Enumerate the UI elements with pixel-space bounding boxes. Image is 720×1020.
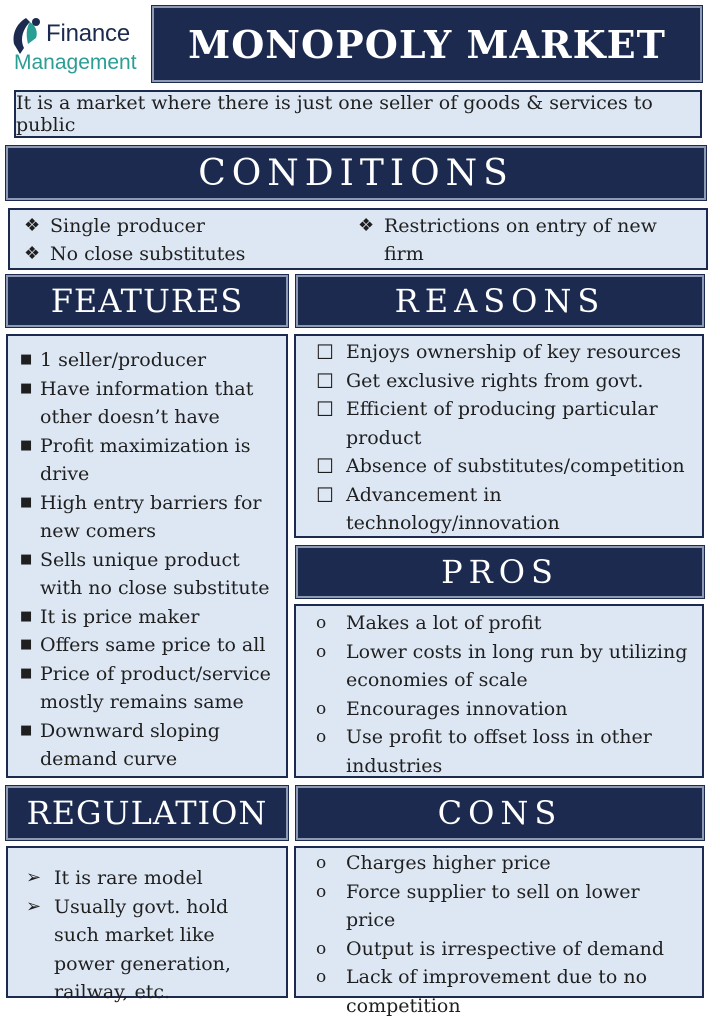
- list-item: [20, 603, 278, 632]
- list-item: [316, 935, 694, 964]
- pros-heading: PROS: [296, 546, 704, 598]
- list-item: [20, 375, 278, 432]
- list-item-text: No close substitutes: [50, 243, 246, 265]
- bullet-icon: ■: [20, 665, 33, 681]
- logo-management-text: Management: [14, 51, 137, 74]
- list-item: [20, 240, 340, 268]
- list-item: [316, 481, 694, 538]
- list-item-text: Advancement in technology/innovation: [346, 483, 560, 534]
- list-item: [316, 609, 694, 638]
- list-item-text: Profit maximization is drive: [40, 434, 251, 485]
- bullet-icon: o: [316, 698, 327, 719]
- list-item-text: Lower costs in long run by utilizing economies of scale: [346, 640, 688, 691]
- list-item-text: Output is irrespective of demand: [346, 937, 665, 960]
- list-item-text: 1 seller/producer: [40, 349, 207, 371]
- logo: [4, 6, 146, 80]
- features-box: [6, 334, 288, 778]
- list-item: [20, 717, 278, 774]
- conditions-right-list: [354, 212, 694, 268]
- logo-finance-text: Finance: [46, 20, 130, 47]
- list-item-text: Single producer: [50, 215, 205, 237]
- list-item: [20, 212, 340, 240]
- cons-box: [294, 846, 704, 1017]
- list-item: [20, 346, 278, 375]
- reasons-heading: REASONS: [296, 275, 704, 327]
- list-item: [20, 432, 278, 489]
- list-item: [26, 864, 278, 893]
- bullet-icon: ☐: [316, 454, 334, 478]
- bullet-icon: ➢: [26, 867, 42, 888]
- conditions-heading: CONDITIONS: [6, 146, 706, 200]
- bullet-icon: ☐: [316, 340, 334, 364]
- regulation-heading: REGULATION: [6, 786, 288, 840]
- bullet-icon: ☐: [316, 397, 334, 421]
- features-list: [8, 336, 286, 774]
- list-item: [316, 695, 694, 724]
- bullet-icon: ❖: [24, 243, 41, 264]
- list-item-text: Sells unique product with no close substitute: [40, 548, 270, 599]
- bullet-icon: o: [316, 613, 327, 633]
- bullet-icon: ➢: [26, 895, 42, 917]
- bullet-icon: ☐: [316, 368, 334, 393]
- list-item: [316, 338, 694, 367]
- list-item-text: High entry barriers for new comers: [40, 491, 262, 542]
- list-item-text: Restrictions on entry of new firm: [384, 215, 657, 265]
- bullet-icon: ■: [20, 722, 33, 738]
- bullet-icon: o: [316, 881, 327, 902]
- page-title: MONOPOLY MARKET: [152, 6, 702, 82]
- list-item: [316, 849, 694, 878]
- reasons-box: [294, 334, 704, 538]
- bullet-icon: ■: [20, 608, 33, 624]
- list-item-text: Get exclusive rights from govt.: [346, 369, 644, 392]
- list-item: [26, 893, 278, 1007]
- list-item: [316, 723, 694, 780]
- pros-list: [296, 606, 702, 780]
- cons-list: [296, 848, 702, 1020]
- list-item: [316, 367, 694, 396]
- bullet-icon: ■: [20, 352, 33, 367]
- conditions-right-column: [354, 212, 694, 268]
- bullet-icon: ■: [20, 437, 33, 453]
- conditions-left-list: [20, 212, 340, 268]
- list-item-text: Use profit to offset loss in other industries: [346, 726, 652, 777]
- list-item-text: Offers same price to all: [40, 634, 266, 656]
- list-item-text: Force supplier to sell on lower price: [346, 880, 640, 931]
- list-item: [354, 212, 694, 268]
- cons-heading: CONS: [296, 786, 704, 840]
- bullet-icon: ■: [20, 380, 33, 396]
- bullet-icon: ❖: [358, 215, 375, 236]
- list-item: [316, 395, 694, 452]
- bullet-icon: ❖: [24, 215, 41, 236]
- bullet-icon: o: [316, 853, 327, 873]
- bullet-icon: o: [316, 938, 327, 959]
- list-item-text: It is rare model: [54, 867, 203, 889]
- list-item-text: Charges higher price: [346, 852, 551, 874]
- list-item: [20, 489, 278, 546]
- features-heading: FEATURES: [6, 275, 288, 327]
- list-item: [20, 546, 278, 603]
- list-item-text: Usually govt. hold such market like power generation, railway, etc.: [54, 895, 231, 1003]
- conditions-box: [8, 208, 708, 270]
- list-item-text: Price of product/service mostly remains same: [40, 662, 271, 713]
- definition-box: [14, 90, 702, 138]
- bullet-icon: ■: [20, 637, 33, 652]
- reasons-list: [296, 336, 702, 538]
- list-item: [316, 452, 694, 481]
- list-item-text: It is price maker: [40, 605, 200, 628]
- list-item-text: Downward sloping demand curve: [40, 719, 220, 770]
- definition-text: It is a market where there is just one seller of goods & services to public: [16, 92, 653, 136]
- bullet-icon: ■: [20, 494, 33, 510]
- conditions-left-column: [20, 212, 340, 268]
- list-item-text: Have information that other doesn’t have: [40, 377, 254, 428]
- list-item-text: Enjoys ownership of key resources: [346, 341, 682, 363]
- list-item: [316, 638, 694, 695]
- regulation-list: [8, 848, 286, 1007]
- list-item-text: Lack of improvement due to no competition: [346, 966, 648, 1017]
- list-item-text: Makes a lot of profit: [346, 612, 542, 634]
- list-item: [20, 631, 278, 660]
- bullet-icon: o: [316, 967, 327, 987]
- bullet-icon: o: [316, 727, 327, 747]
- bullet-icon: o: [316, 641, 327, 662]
- list-item: [316, 963, 694, 1020]
- list-item-text: Absence of substitutes/competition: [346, 455, 685, 477]
- pros-box: [294, 604, 704, 778]
- list-item: [316, 878, 694, 935]
- list-item: [20, 660, 278, 717]
- list-item-text: Efficient of producing particular product: [346, 398, 658, 449]
- bullet-icon: ■: [20, 551, 33, 567]
- regulation-box: [6, 846, 288, 1003]
- bullet-icon: ☐: [316, 482, 334, 507]
- list-item-text: Encourages innovation: [346, 697, 568, 720]
